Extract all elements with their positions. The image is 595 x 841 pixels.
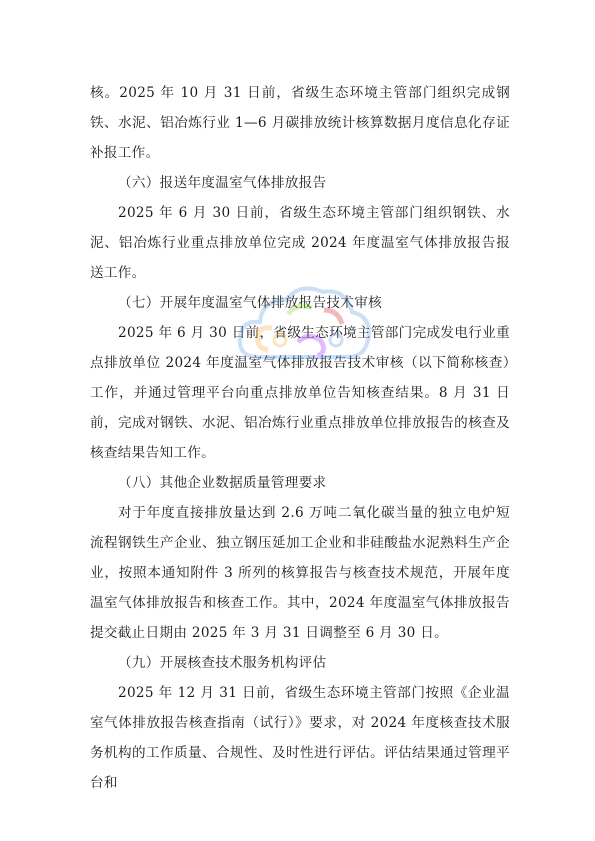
- section-heading-8: （八）其他企业数据质量管理要求: [118, 475, 327, 491]
- section-heading-6: （六）报送年度温室气体排放报告: [118, 175, 327, 191]
- section-heading-7: （七）开展年度温室气体排放报告技术审核: [118, 295, 382, 311]
- paragraph-1: 核。2025 年 10 月 31 日前，省级生态环境主管部门组织完成钢铁、水泥、铝冶炼行业 1—6 月碳排放统计核算数据月度信息化存证补报工作。: [90, 85, 510, 161]
- paragraph-4: 对于年度直接排放量达到 2.6 万吨二氧化碳当量的独立电炉短流程钢铁生产企业、独立钢压延加工企业和非硅酸盐水泥熟料生产企业，按照本通知附件 3 所列的核算报告与核查技术规范，开展年度温室气体排放报告和核查工作。其中，2024 年度温室气体排放报告提交截止日期由 2025 年 3 月 31 日调整至 6 月 30 日。: [90, 505, 510, 641]
- paragraph-5: 2025 年 12 月 31 日前，省级生态环境主管部门按照《企业温室气体排放报告核查指南（试行）》要求，对 2024 年度核查技术服务机构的工作质量、合规性、及时性进行评估。评估结果通过管理平台和: [90, 685, 510, 791]
- document-body: [90, 78, 510, 798]
- paragraph-2: 2025 年 6 月 30 日前，省级生态环境主管部门组织钢铁、水泥、铝冶炼行业重点排放单位完成 2024 年度温室气体排放报告报送工作。: [90, 205, 510, 281]
- section-heading-9: （九）开展核查技术服务机构评估: [118, 655, 327, 671]
- paragraph-3: 2025 年 6 月 30 日前，省级生态环境主管部门完成发电行业重点排放单位 2024 年度温室气体排放报告技术审核（以下简称核查）工作，并通过管理平台向重点排放单位告知核查结果。8 月 31 日前，完成对钢铁、水泥、铝冶炼行业重点排放单位排放报告的核查及核查结果告知工作。: [90, 325, 510, 461]
